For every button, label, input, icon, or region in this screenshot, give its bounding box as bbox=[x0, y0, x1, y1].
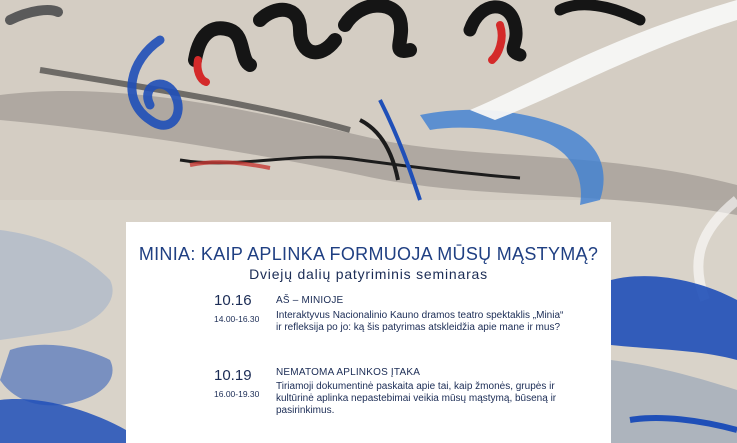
event-title: NEMATOMA APLINKOS ĮTAKA bbox=[276, 367, 421, 378]
event-title: AŠ – MINIOJE bbox=[276, 295, 344, 306]
event-time: 14.00-16.30 bbox=[214, 314, 260, 324]
event-date: 10.19 bbox=[214, 367, 252, 384]
event-info-card bbox=[126, 222, 611, 443]
event-description: Tiriamoji dokumentinė paskaita apie tai, kaip žmonės, grupės ir kultūrinė aplinka nepastebimai veikia mūsų mąstymą, būseną ir pasirinkimus. bbox=[276, 381, 557, 416]
event-time: 16.00-19.30 bbox=[214, 389, 260, 399]
page-subtitle: Dviejų dalių patyriminis seminaras bbox=[249, 266, 488, 282]
event-description: Interaktyvus Nacionalinio Kauno dramos teatro spektaklis „Minia“ ir refleksija po jo: ką šis patyrimas atskleidžia apie mane ir mus? bbox=[276, 310, 564, 333]
event-date: 10.16 bbox=[214, 292, 252, 309]
page-title: MINIA: KAIP APLINKA FORMUOJA MŪSŲ MĄSTYMĄ? bbox=[138, 244, 599, 264]
